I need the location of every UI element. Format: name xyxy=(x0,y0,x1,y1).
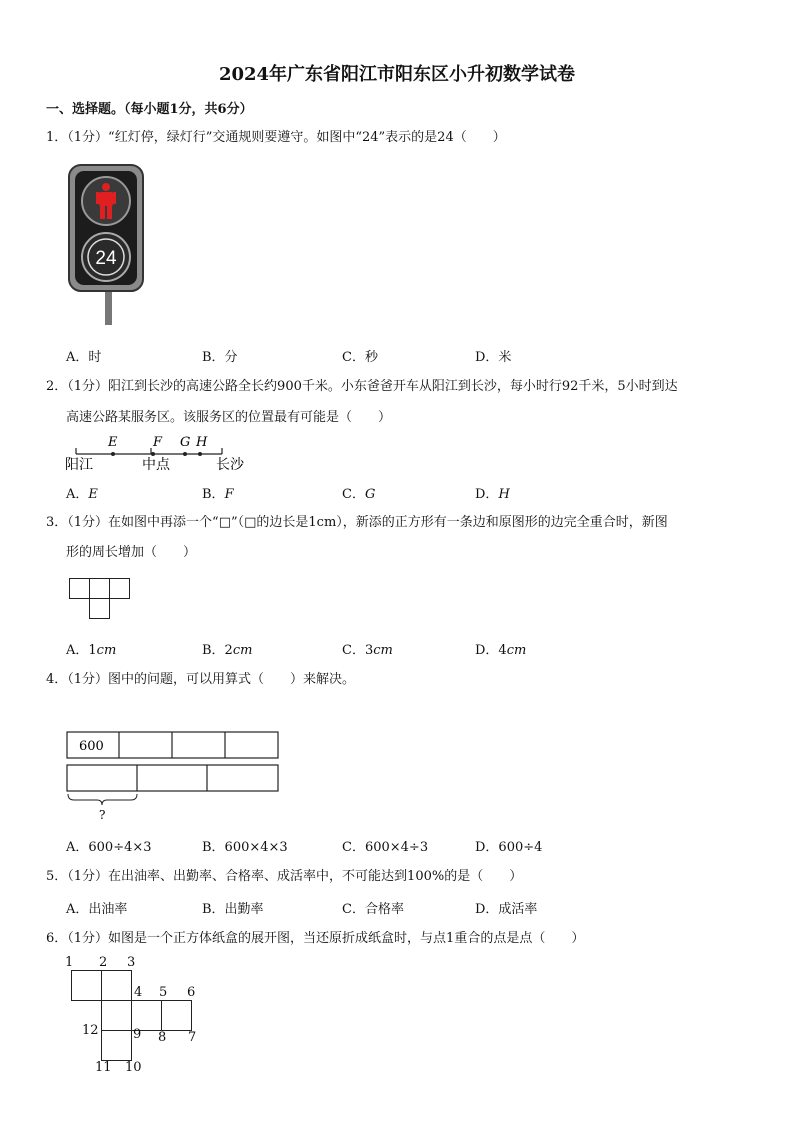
question-2-line2: 高速公路某服务区。该服务区的位置最有可能是（ ） xyxy=(66,410,392,425)
net-label-3: 3 xyxy=(127,955,136,970)
point-h-label: H xyxy=(196,435,208,450)
question-3-line2: 形的周长增加（ ） xyxy=(66,545,197,560)
q1-option-b: B．分 xyxy=(202,350,238,365)
q5-option-d: D．成活率 xyxy=(475,902,538,917)
midpoint-label: 中点 xyxy=(142,457,170,473)
traffic-light-number: 24 xyxy=(95,248,117,269)
q1-option-d: D．米 xyxy=(475,350,512,365)
traffic-light-figure xyxy=(66,163,156,328)
q5-option-b: B．出勤率 xyxy=(202,902,264,917)
net-label-7: 7 xyxy=(188,1030,197,1045)
net-label-11: 11 xyxy=(95,1060,112,1075)
number-line-figure xyxy=(64,432,254,476)
bar-value-label: 600 xyxy=(79,739,104,754)
q4-option-b: B．600×4×3 xyxy=(202,840,288,855)
point-e-label: E xyxy=(108,435,118,450)
q2-option-c: C．G xyxy=(342,487,376,502)
net-label-6: 6 xyxy=(187,985,196,1000)
net-label-5: 5 xyxy=(159,985,168,1000)
net-label-10: 10 xyxy=(125,1060,142,1075)
q1-option-c: C．秒 xyxy=(342,350,378,365)
q1-option-a: A．时 xyxy=(66,350,102,365)
section-heading: 一、选择题。（每小题1分，共6分） xyxy=(46,102,253,117)
question-6-text: 6．（1分）如图是一个正方体纸盒的展开图，当还原折成纸盒时，与点1重合的点是点（ ） xyxy=(46,931,585,946)
q3-option-a: A．1cm xyxy=(66,643,117,658)
t-shape-figure xyxy=(69,578,131,620)
net-label-1: 1 xyxy=(65,955,74,970)
q5-option-c: C．合格率 xyxy=(342,902,404,917)
q2-option-a: A．E xyxy=(66,487,98,502)
q2-option-b: B．F xyxy=(202,487,234,502)
q3-option-d: D．4cm xyxy=(475,643,527,658)
q2-option-d: D．H xyxy=(475,487,510,502)
point-f-label: F xyxy=(153,435,163,450)
q4-option-c: C．600×4÷3 xyxy=(342,840,429,855)
q4-option-a: A．600÷4×3 xyxy=(66,840,152,855)
net-label-4: 4 xyxy=(134,985,143,1000)
point-g-label: G xyxy=(180,435,191,450)
question-3-line1: 3．（1分）在如图中再添一个“□”（□的边长是1cm），新添的正方形有一条边和原图形的边完全重合时，新图 xyxy=(46,515,668,530)
q4-option-d: D．600÷4 xyxy=(475,840,543,855)
q3-option-c: C．3cm xyxy=(342,643,393,658)
question-4-text: 4．（1分）图中的问题，可以用算式（ ）来解决。 xyxy=(46,672,356,687)
net-label-8: 8 xyxy=(158,1030,167,1045)
cube-net-figure xyxy=(60,955,210,1080)
question-5-text: 5．（1分）在出油率、出勤率、合格率、成活率中，不可能达到100%的是（ ） xyxy=(46,869,523,884)
q5-option-a: A．出油率 xyxy=(66,902,128,917)
question-mark-label: ? xyxy=(99,808,106,822)
bar-model-figure xyxy=(64,730,284,825)
net-label-12: 12 xyxy=(82,1023,99,1038)
page-title: 2024年广东省阳江市阳东区小升初数学试卷 xyxy=(218,64,576,85)
start-label: 阳江 xyxy=(65,457,93,473)
end-label: 长沙 xyxy=(216,457,244,473)
q3-option-b: B．2cm xyxy=(202,643,253,658)
question-2-line1: 2．（1分）阳江到长沙的高速公路全长约900千米。小东爸爸开车从阳江到长沙，每小时行92千米，5小时到达 xyxy=(46,379,678,394)
question-1-text: 1．（1分）“红灯停，绿灯行”交通规则要遵守。如图中“24”表示的是24（ ） xyxy=(46,130,506,145)
net-label-2: 2 xyxy=(99,955,108,970)
net-label-9: 9 xyxy=(133,1027,142,1042)
